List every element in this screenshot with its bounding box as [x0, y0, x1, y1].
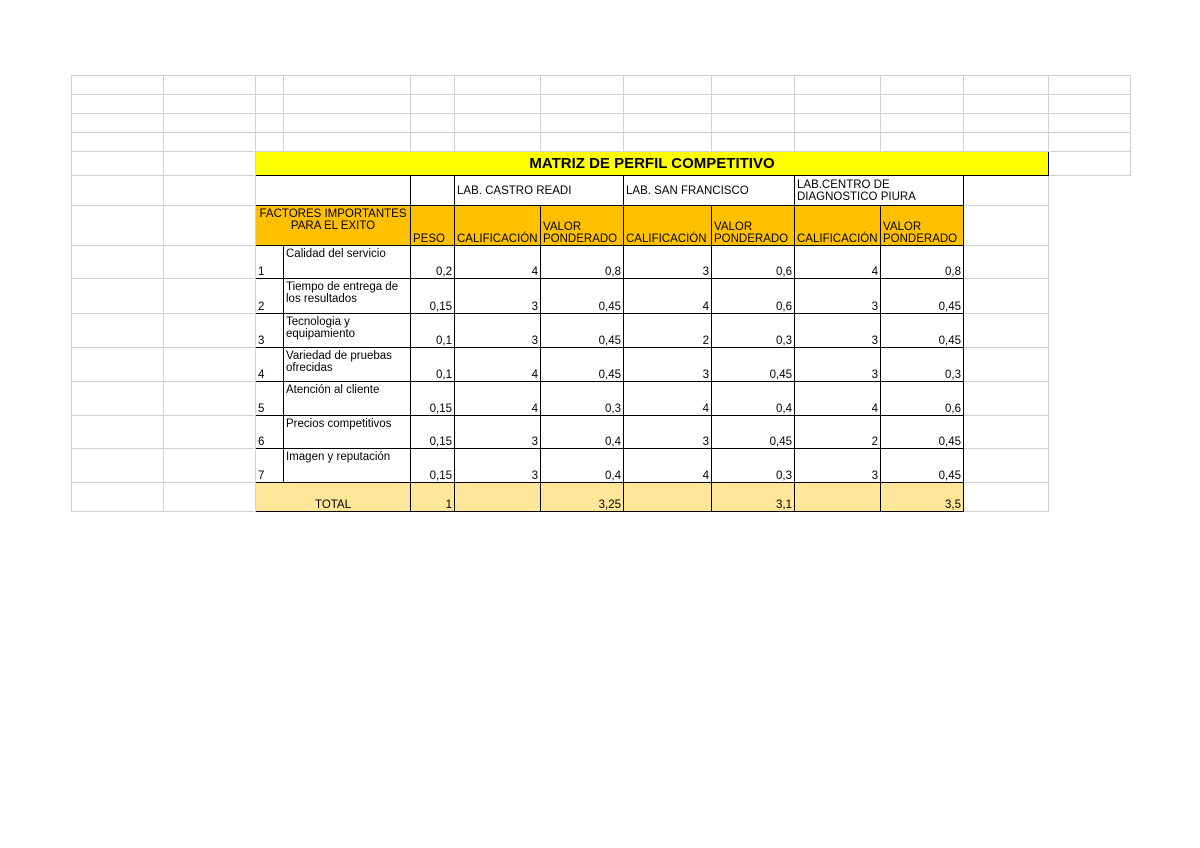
row-number: 3: [256, 314, 284, 348]
calificacion-value: 4: [624, 279, 712, 314]
factor-name: Imagen y reputación: [284, 449, 411, 483]
competitor-3-name: LAB.CENTRO DE DIAGNOSTICO PIURA: [795, 176, 964, 206]
calificacion-value: 4: [795, 382, 881, 416]
total-valor-ponderado: 3,5: [881, 483, 964, 512]
calificacion-value: 2: [624, 314, 712, 348]
factor-row: [72, 279, 1131, 314]
calificacion-value: 3: [795, 314, 881, 348]
peso-value: 0,2: [411, 246, 455, 279]
peso-header: PESO: [411, 206, 455, 246]
peso-value: 0,1: [411, 348, 455, 382]
valor-ponderado-value: 0,4: [712, 382, 795, 416]
valor-ponderado-value: 0,45: [881, 416, 964, 449]
row-number: 1: [256, 246, 284, 279]
valor-ponderado-value: 0,45: [881, 279, 964, 314]
valor-ponderado-value: 0,8: [881, 246, 964, 279]
header-row: [72, 206, 1131, 246]
empty-row: [72, 133, 1131, 152]
factor-name: Variedad de pruebas ofrecidas: [284, 348, 411, 382]
competitor-2-name: LAB. SAN FRANCISCO: [624, 176, 795, 206]
total-row: [72, 483, 1131, 512]
factor-name: Precios competitivos: [284, 416, 411, 449]
valor-ponderado-value: 0,3: [881, 348, 964, 382]
factor-row: [72, 449, 1131, 483]
calificacion-value: 4: [795, 246, 881, 279]
total-label: TOTAL: [256, 483, 411, 512]
valor-ponderado-value: 0,6: [712, 246, 795, 279]
total-valor-ponderado: 3,25: [541, 483, 624, 512]
factor-row: [72, 382, 1131, 416]
valor-ponderado-value: 0,6: [881, 382, 964, 416]
title-row: [72, 152, 1131, 176]
factor-row: [72, 348, 1131, 382]
row-number: 6: [256, 416, 284, 449]
valor-ponderado-value: 0,6: [712, 279, 795, 314]
valor-ponderado-value: 0,45: [541, 348, 624, 382]
competitive-profile-matrix: [71, 75, 1131, 512]
peso-value: 0,15: [411, 416, 455, 449]
empty-row: [72, 114, 1131, 133]
valor-ponderado-value: 0,3: [712, 314, 795, 348]
calificacion-value: 2: [795, 416, 881, 449]
factor-name: Calidad del servicio: [284, 246, 411, 279]
calificacion-value: 4: [624, 382, 712, 416]
competitor-row: [72, 176, 1131, 206]
valor-ponderado-value: 0,8: [541, 246, 624, 279]
calificacion-value: 3: [624, 348, 712, 382]
factors-header: FACTORES IMPORTANTES PARA EL EXITO: [256, 206, 411, 246]
peso-value: 0,15: [411, 382, 455, 416]
calificacion-value: 3: [624, 416, 712, 449]
total-valor-ponderado: 3,1: [712, 483, 795, 512]
row-number: 4: [256, 348, 284, 382]
valor-ponderado-value: 0,3: [541, 382, 624, 416]
spreadsheet-sheet: [71, 75, 1131, 512]
factor-row: [72, 246, 1131, 279]
peso-value: 0,1: [411, 314, 455, 348]
valor-ponderado-value: 0,45: [881, 314, 964, 348]
valor-ponderado-value: 0,4: [541, 416, 624, 449]
valor-ponderado-value: 0,45: [881, 449, 964, 483]
factor-name: Tiempo de entrega de los resultados: [284, 279, 411, 314]
factor-row: [72, 314, 1131, 348]
peso-value: 0,15: [411, 279, 455, 314]
calificacion-value: 3: [455, 279, 541, 314]
valor-ponderado-header: VALOR PONDERADO: [541, 206, 624, 246]
calificacion-value: 3: [795, 449, 881, 483]
calificacion-value: 4: [624, 449, 712, 483]
factor-row: [72, 416, 1131, 449]
calificacion-value: 3: [795, 348, 881, 382]
empty-row: [72, 76, 1131, 95]
valor-ponderado-header: VALOR PONDERADO: [712, 206, 795, 246]
calificacion-header: CALIFICACIÓN: [455, 206, 541, 246]
competitor-1-name: LAB. CASTRO READI: [455, 176, 624, 206]
calificacion-header: CALIFICACIÓN: [795, 206, 881, 246]
calificacion-value: 4: [455, 348, 541, 382]
row-number: 2: [256, 279, 284, 314]
valor-ponderado-value: 0,45: [712, 416, 795, 449]
total-peso: 1: [411, 483, 455, 512]
valor-ponderado-value: 0,3: [712, 449, 795, 483]
matrix-title: MATRIZ DE PERFIL COMPETITIVO: [256, 152, 1049, 176]
valor-ponderado-value: 0,45: [541, 279, 624, 314]
valor-ponderado-header: VALOR PONDERADO: [881, 206, 964, 246]
row-number: 7: [256, 449, 284, 483]
valor-ponderado-value: 0,4: [541, 449, 624, 483]
factor-name: Atención al cliente: [284, 382, 411, 416]
peso-value: 0,15: [411, 449, 455, 483]
calificacion-value: 3: [795, 279, 881, 314]
calificacion-value: 3: [455, 416, 541, 449]
calificacion-value: 4: [455, 382, 541, 416]
calificacion-value: 4: [455, 246, 541, 279]
factor-name: Tecnologia y equipamiento: [284, 314, 411, 348]
calificacion-header: CALIFICACIÓN: [624, 206, 712, 246]
calificacion-value: 3: [455, 314, 541, 348]
row-number: 5: [256, 382, 284, 416]
calificacion-value: 3: [624, 246, 712, 279]
calificacion-value: 3: [455, 449, 541, 483]
valor-ponderado-value: 0,45: [541, 314, 624, 348]
valor-ponderado-value: 0,45: [712, 348, 795, 382]
empty-row: [72, 95, 1131, 114]
